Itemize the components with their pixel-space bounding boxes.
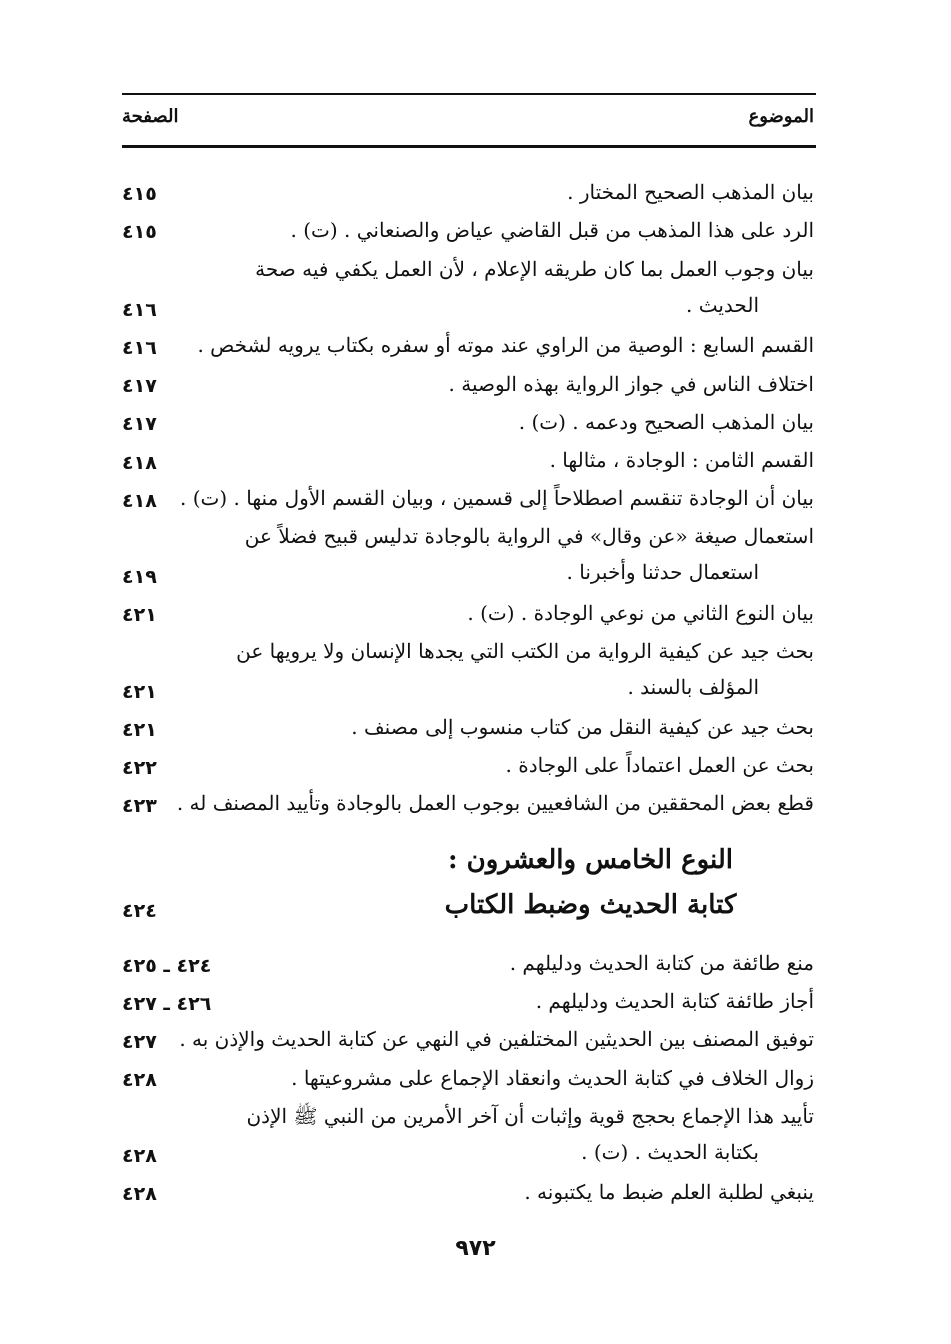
entry-page-number: ٤٢٨ [122,1145,157,1167]
entry-page-number: ٤١٦ [122,337,157,359]
header-topic-label: الموضوع [748,106,814,127]
index-entry: توفيق المصنف بين الحديثين المختلفين في النهي عن كتابة الحديث والإذن به . [179,1027,814,1051]
index-entry: بيان وجوب العمل بما كان طريقه الإعلام ، لأن العمل يكفي فيه صحة الحديث . [255,257,814,317]
entry-page-number: ٤١٩ [122,566,157,588]
entry-page-number: ٤٢٨ [122,1183,157,1205]
entry-page-number: ٤٢١ [122,681,157,703]
entry-page-number: ٤٢٨ [122,1069,157,1091]
entry-page-range: ٤٢٦ ـ ٤٢٧ [122,993,212,1015]
index-entry: ينبغي لطلبة العلم ضبط ما يكتبونه . [524,1180,814,1204]
index-entry: بيان أن الوجادة تنقسم اصطلاحاً إلى قسمين ، وبيان القسم الأول منها . (ت) . [180,486,814,510]
header-top-rule [122,93,816,95]
entry-page-range: ٤٢٤ ـ ٤٢٥ [122,955,212,977]
section-heading-title: كتابة الحديث وضبط الكتاب [444,890,737,920]
index-entry: بيان المذهب الصحيح ودعمه . (ت) . [518,410,814,434]
index-entry: القسم السابع : الوصية من الراوي عند موته أو سفره بكتاب يرويه لشخص . [197,333,814,357]
index-entry: منع طائفة من كتابة الحديث ودليلهم . [509,951,814,975]
index-entry: تأييد هذا الإجماع بحجج قوية وإثبات أن آخر الأمرين من النبي ﷺ الإذن بكتابة الحديث . (ت) . [246,1104,814,1164]
entry-page-number: ٤١٨ [122,452,157,474]
entry-page-number: ٤١٧ [122,413,157,435]
index-entry: بيان المذهب الصحيح المختار . [567,180,814,204]
header-bottom-rule [122,145,816,148]
entry-page-number: ٤٢٢ [122,757,157,779]
entry-page-number: ٤١٧ [122,375,157,397]
entry-page-number: ٤٢١ [122,719,157,741]
index-entry: الرد على هذا المذهب من قبل القاضي عياض والصنعاني . (ت) . [290,218,814,242]
entry-page-number: ٤٢١ [122,604,157,626]
index-entry: أجاز طائفة كتابة الحديث ودليلهم . [535,989,814,1013]
index-entry: بيان النوع الثاني من نوعي الوجادة . (ت) . [467,601,814,625]
header-page-label: الصفحة [122,106,179,127]
index-entry: بحث جيد عن كيفية الرواية من الكتب التي يجدها الإنسان ولا يرويها عن المؤلف بالسند . [236,639,814,699]
index-entry: القسم الثامن : الوجادة ، مثالها . [549,448,814,472]
entry-page-number: ٤١٥ [122,183,157,205]
entry-page-number: ٤١٥ [122,221,157,243]
entry-page-number: ٤٢٧ [122,1031,157,1053]
index-entry: قطع بعض المحققين من الشافعيين بوجوب العمل بالوجادة وتأييد المصنف له . [176,791,814,815]
section-heading-type: النوع الخامس والعشرون : [447,845,734,875]
index-entry: استعمال صيغة «عن وقال» في الرواية بالوجادة تدليس قبيح فضلاً عن استعمال حدثنا وأخبرنا . [244,524,814,584]
index-entry: بحث عن العمل اعتماداً على الوجادة . [505,753,814,777]
index-entry: زوال الخلاف في كتابة الحديث وانعقاد الإجماع على مشروعيتها . [291,1066,814,1090]
index-entry: اختلاف الناس في جواز الرواية بهذه الوصية . [448,372,814,396]
entry-page-number: ٤٢٣ [122,795,157,817]
index-entry: بحث جيد عن كيفية النقل من كتاب منسوب إلى مصنف . [351,715,814,739]
entry-page-number: ٤١٨ [122,490,157,512]
entry-page-number: ٤١٦ [122,299,157,321]
section-page-number: ٤٢٤ [122,900,157,922]
page-number: ٩٧٢ [455,1236,496,1261]
